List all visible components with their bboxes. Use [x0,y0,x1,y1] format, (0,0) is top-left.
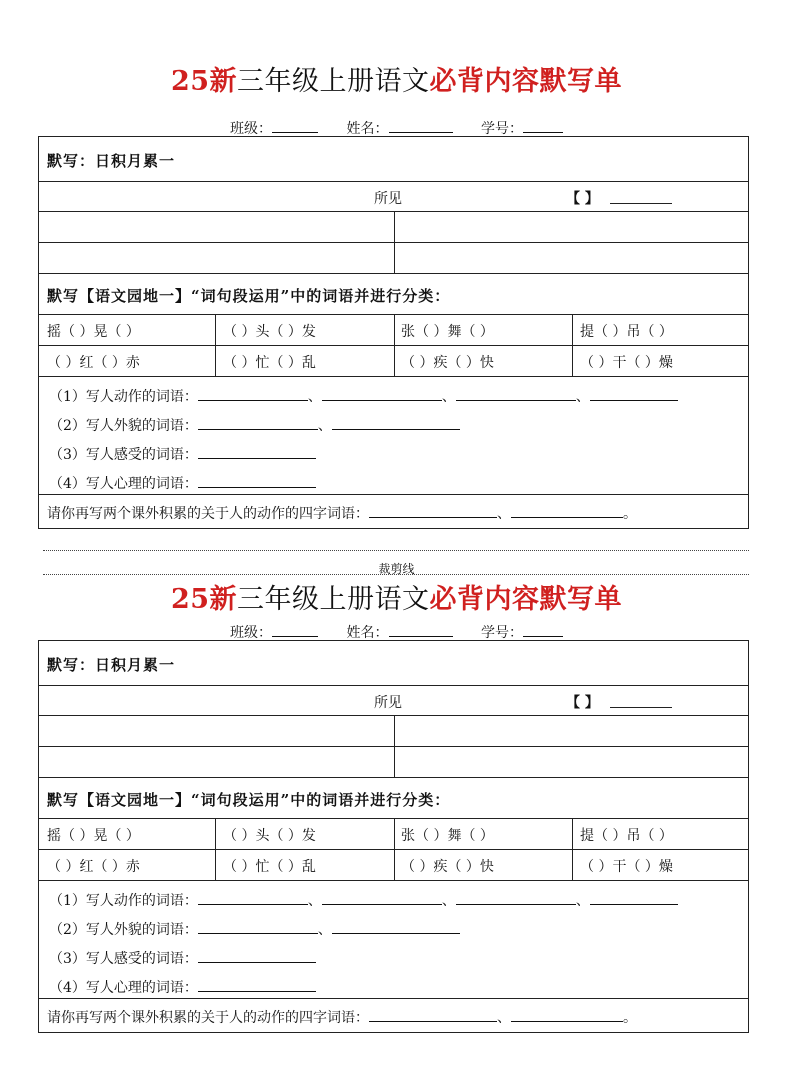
author-blank[interactable] [610,707,672,708]
section1-heading: 默写：日积月累一 [47,656,176,674]
word-cell[interactable]: 张（ ）舞（ ） [401,324,494,340]
word-grid-row-2 [39,849,748,880]
title-part-2: 三年级上册语文 [237,66,430,97]
word-grid-row-1 [39,818,748,849]
section1-heading-row [39,137,748,181]
separator: 、 [497,1010,511,1026]
poem-title: 所见 [374,695,402,711]
author-blank[interactable] [610,203,672,204]
separator: 、 [317,418,332,434]
answer-blank[interactable] [198,919,318,934]
question-3 [49,948,316,968]
word-cell[interactable]: （ ）红（ ）赤 [47,859,140,875]
question-2 [49,919,460,939]
id-field[interactable] [523,118,563,133]
word-cell[interactable]: 张（ ）舞（ ） [401,828,494,844]
question-label: （2）写人外貌的词语： [49,922,198,938]
separator: 、 [307,389,322,405]
separator: 、 [575,389,590,405]
word-cell[interactable]: （ ）头（ ）发 [223,324,316,340]
dictation-table [38,640,749,1033]
title-part-1: 25新 [170,584,238,615]
cut-line-label: 裁剪线 [378,562,415,576]
questions-block [39,880,748,998]
answer-blank[interactable] [322,386,442,401]
dynasty-bracket[interactable]: 【 】 [566,191,599,207]
id-label: 学号： [480,625,523,641]
id-label: 学号： [480,121,523,137]
poem-line-blank[interactable] [394,716,748,746]
poem-line-blank[interactable] [394,212,748,242]
student-info-line [0,622,793,642]
period: 。 [623,1010,637,1026]
question-1 [49,890,678,910]
answer-blank[interactable] [198,977,316,992]
extra-words-row [39,494,748,528]
dictation-table [38,136,749,529]
separator: 、 [317,922,332,938]
section2-heading: 默写【语文园地一】“词句段运用”中的词语并进行分类： [47,791,451,809]
answer-blank[interactable] [590,890,678,905]
cut-line-top [43,550,749,551]
poem-line-row-1 [39,715,748,746]
word-grid-row-1 [39,314,748,345]
poem-title-row [39,181,748,211]
worksheet-title [0,66,793,98]
word-cell[interactable]: 摇（ ）晃（ ） [47,324,140,340]
title-part-2: 三年级上册语文 [237,584,430,615]
poem-line-row-2 [39,242,748,273]
title-part-1: 25新 [170,66,238,97]
answer-blank[interactable] [369,503,497,518]
word-cell[interactable]: （ ）头（ ）发 [223,828,316,844]
class-label: 班级： [230,625,273,641]
student-info-line [0,118,793,138]
question-3 [49,444,316,464]
word-cell[interactable]: （ ）忙（ ）乱 [223,355,316,371]
answer-blank[interactable] [198,890,308,905]
separator: 、 [575,893,590,909]
word-cell[interactable]: 提（ ）吊（ ） [580,828,673,844]
id-field[interactable] [523,622,563,637]
answer-blank[interactable] [511,1007,623,1022]
answer-blank[interactable] [369,1007,497,1022]
answer-blank[interactable] [456,890,576,905]
section1-heading-row [39,641,748,685]
answer-blank[interactable] [198,948,316,963]
answer-blank[interactable] [198,415,318,430]
name-field[interactable] [389,118,453,133]
answer-blank[interactable] [511,503,623,518]
poem-line-blank[interactable] [394,747,748,777]
word-grid-row-2 [39,345,748,376]
separator: 、 [307,893,322,909]
question-label: （4）写人心理的词语： [49,980,198,996]
title-part-3: 必背内容默写单 [429,584,623,615]
word-cell[interactable]: （ ）疾（ ）快 [401,355,494,371]
poem-line-row-2 [39,746,748,777]
answer-blank[interactable] [198,444,316,459]
word-cell[interactable]: （ ）疾（ ）快 [401,859,494,875]
extra-words-prompt: 请你再写两个课外积累的关于人的动作的四字词语： [47,506,369,522]
poem-line-blank[interactable] [39,747,394,777]
class-field[interactable] [272,622,318,637]
word-cell[interactable]: （ ）红（ ）赤 [47,355,140,371]
answer-blank[interactable] [322,890,442,905]
poem-line-blank[interactable] [39,212,394,242]
word-cell[interactable]: （ ）干（ ）燥 [580,859,673,875]
section1-heading: 默写：日积月累一 [47,152,176,170]
poem-line-row-1 [39,211,748,242]
question-label: （4）写人心理的词语： [49,476,198,492]
question-2 [49,415,460,435]
answer-blank[interactable] [456,386,576,401]
dynasty-bracket[interactable]: 【 】 [566,695,599,711]
question-label: （2）写人外貌的词语： [49,418,198,434]
answer-blank[interactable] [198,473,316,488]
poem-line-blank[interactable] [394,243,748,273]
section2-heading: 默写【语文园地一】“词句段运用”中的词语并进行分类： [47,287,451,305]
worksheet-title [0,584,793,616]
separator: 、 [441,893,456,909]
answer-blank[interactable] [332,415,460,430]
word-cell[interactable]: 提（ ）吊（ ） [580,324,673,340]
question-label: （3）写人感受的词语： [49,447,198,463]
poem-title-row [39,685,748,715]
question-1 [49,386,678,406]
extra-words-line [47,1007,637,1027]
extra-words-prompt: 请你再写两个课外积累的关于人的动作的四字词语： [47,1010,369,1026]
separator: 、 [497,506,511,522]
word-cell[interactable]: （ ）忙（ ）乱 [223,859,316,875]
section2-heading-row [39,273,748,314]
class-label: 班级： [230,121,273,137]
section2-heading-row [39,777,748,818]
cut-line-bottom [43,574,749,575]
questions-block [39,376,748,494]
question-label: （1）写人动作的词语： [49,893,198,909]
extra-words-line [47,503,637,523]
class-field[interactable] [272,118,318,133]
poem-line-blank[interactable] [39,243,394,273]
question-label: （1）写人动作的词语： [49,389,198,405]
question-4 [49,473,316,493]
period: 。 [623,506,637,522]
poem-line-blank[interactable] [39,716,394,746]
extra-words-row [39,998,748,1032]
title-part-3: 必背内容默写单 [429,66,623,97]
question-label: （3）写人感受的词语： [49,951,198,967]
word-cell[interactable]: （ ）干（ ）燥 [580,355,673,371]
poem-title: 所见 [374,191,402,207]
answer-blank[interactable] [198,386,308,401]
answer-blank[interactable] [332,919,460,934]
name-label: 姓名： [346,121,389,137]
question-4 [49,977,316,997]
name-label: 姓名： [346,625,389,641]
name-field[interactable] [389,622,453,637]
answer-blank[interactable] [590,386,678,401]
word-cell[interactable]: 摇（ ）晃（ ） [47,828,140,844]
separator: 、 [441,389,456,405]
